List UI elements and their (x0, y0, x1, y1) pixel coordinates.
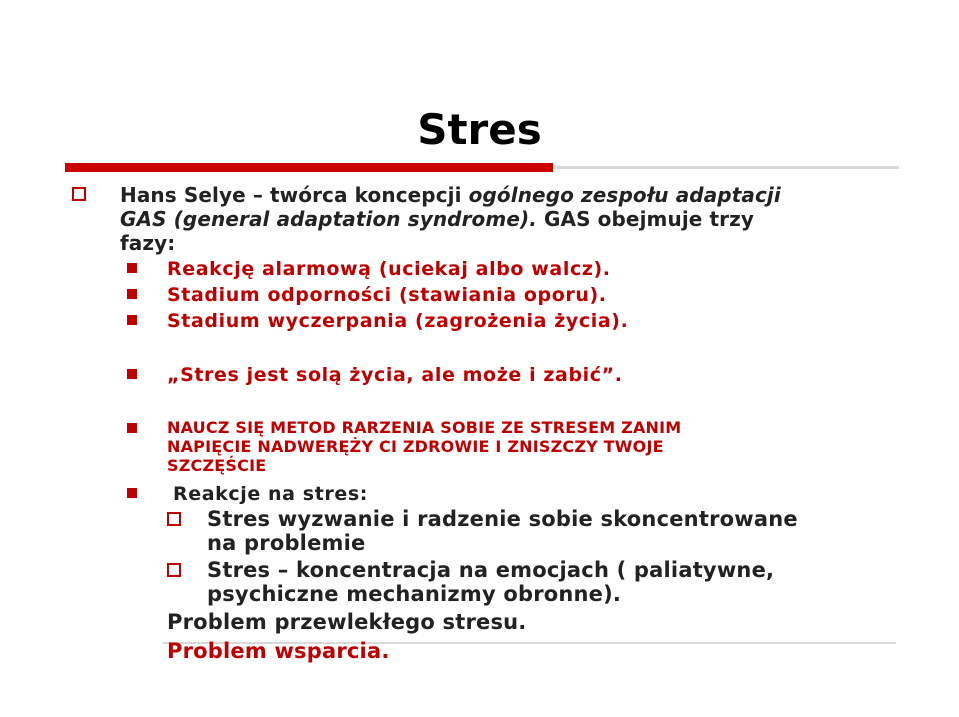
title-underline-accent (65, 163, 553, 172)
square-bullet-icon (127, 263, 137, 273)
slide-title: Stres (417, 105, 542, 154)
square-bullet-icon (127, 315, 137, 325)
warning-line: NAPIĘCIE NADWERĘŻY CI ZDROWIE I ZNISZCZY TWOJE (167, 437, 664, 456)
square-bullet-icon (127, 423, 137, 433)
intro-emphasis: ogólnego zespołu adaptacji (468, 183, 781, 207)
reaction-line: Stres – koncentracja na emocjach ( paliatywne, (207, 558, 775, 582)
intro-line-2 (120, 207, 754, 231)
warning-line: SZCZĘŚCIE (167, 456, 267, 475)
intro-text: GAS obejmuje trzy (536, 207, 755, 231)
phase-item: Reakcję alarmową (uciekaj albo walcz). (167, 258, 611, 280)
square-bullet-icon (127, 369, 137, 379)
hollow-square-bullet-icon (167, 563, 181, 577)
reaction-line: na problemie (207, 531, 366, 555)
intro-line-1 (120, 183, 781, 207)
square-bullet-icon (127, 488, 137, 498)
problem-support: Problem wsparcia. (167, 639, 390, 663)
problem-chronic-stress: Problem przewlekłego stresu. (167, 610, 527, 634)
reaction-line: psychiczne mechanizmy obronne). (207, 582, 622, 606)
intro-text: Hans Selye – twórca koncepcji (120, 183, 469, 207)
intro-line-3: fazy: (120, 231, 176, 255)
phase-item: Stadium odporności (stawiania oporu). (167, 284, 607, 306)
quote: „Stres jest solą życia, ale może i zabić”. (167, 364, 623, 386)
reaction-line: Stres wyzwanie i radzenie sobie skoncentrowane (207, 507, 798, 531)
square-bullet-icon (127, 289, 137, 299)
warning-line: NAUCZ SIĘ METOD RARZENIA SOBIE ZE STRESEM ZANIM (167, 418, 682, 437)
intro-emphasis: GAS (general adaptation syndrome). (120, 207, 537, 231)
title-underline-rule (553, 166, 899, 169)
reactions-heading: Reakcje na stres: (173, 483, 368, 505)
hollow-square-bullet-icon (72, 187, 86, 201)
phase-item: Stadium wyczerpania (zagrożenia życia). (167, 310, 629, 332)
hollow-square-bullet-icon (167, 512, 181, 526)
